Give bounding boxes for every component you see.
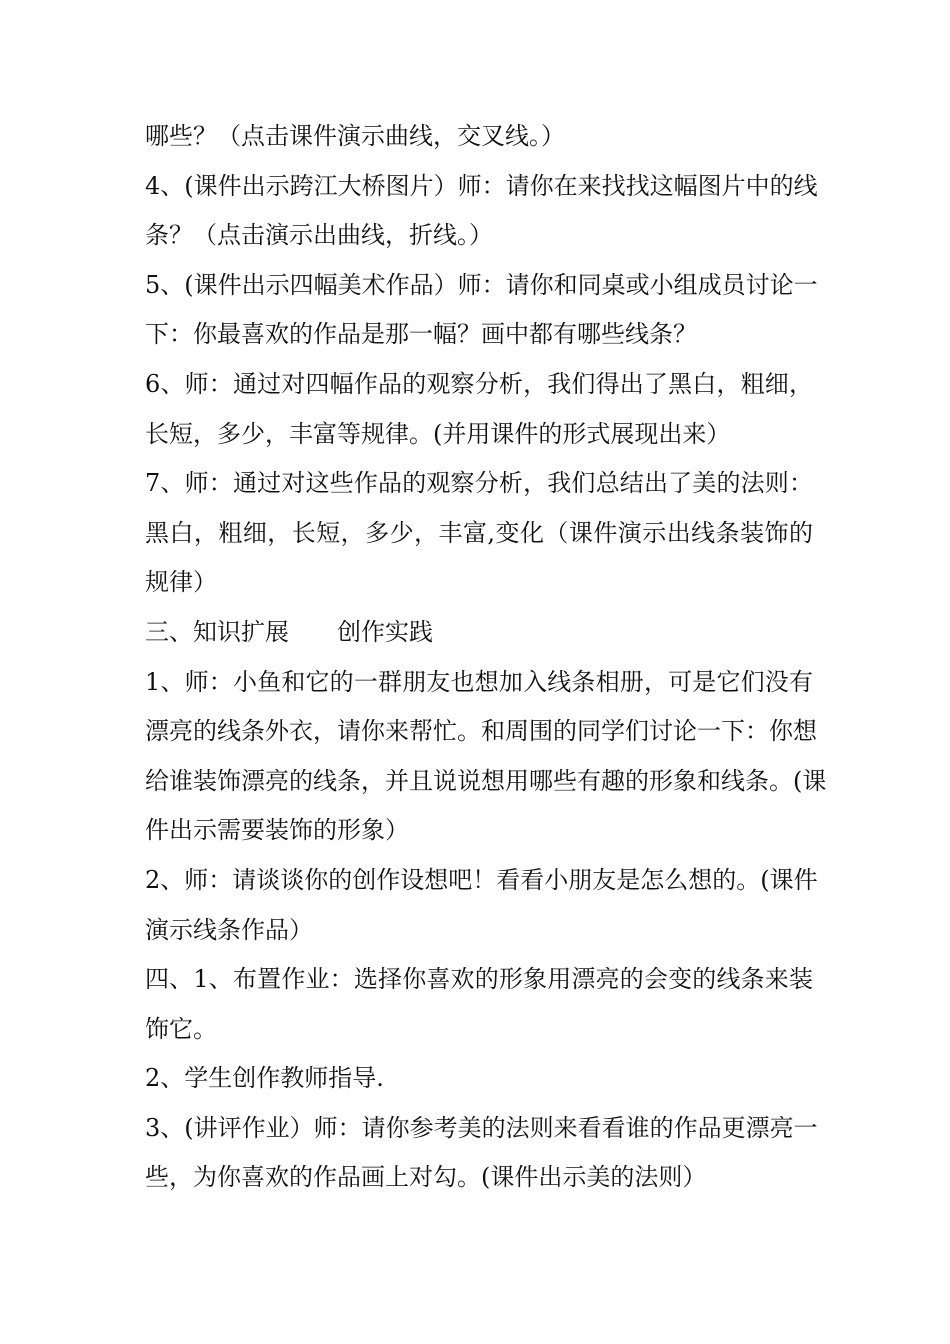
text-line: 件出示需要装饰的形象） xyxy=(145,816,409,845)
text-line: 演示线条作品） xyxy=(145,915,313,944)
text-line: 规律） xyxy=(145,568,217,597)
text-line: 7、师：通过对这些作品的观察分析，我们总结出了美的法则： xyxy=(145,469,813,498)
text-line: 1、师：小鱼和它的一群朋友也想加入线条相册，可是它们没有 xyxy=(145,667,813,696)
text-line: 饰它。 xyxy=(145,1014,217,1043)
text-line: 些，为你喜欢的作品画上对勾。(课件出示美的法则） xyxy=(145,1163,707,1192)
text-line: 四、1、布置作业：选择你喜欢的形象用漂亮的会变的线条来装 xyxy=(145,965,813,994)
text-line: 长短，多少，丰富等规律。(并用课件的形式展现出来） xyxy=(145,419,731,448)
text-line: 漂亮的线条外衣，请你来帮忙。和周围的同学们讨论一下：你想 xyxy=(145,717,817,746)
text-line: 下：你最喜欢的作品是那一幅？画中都有哪些线条？ xyxy=(145,320,697,349)
document-body xyxy=(145,112,827,1203)
text-line: 条？（点击演示出曲线，折线。） xyxy=(145,221,493,250)
text-line: 哪些？（点击课件演示曲线，交叉线。） xyxy=(145,122,565,150)
text-line: 6、师：通过对四幅作品的观察分析，我们得出了黑白，粗细， xyxy=(145,369,813,398)
text-line: 3、(讲评作业）师：请你参考美的法则来看看谁的作品更漂亮一 xyxy=(145,1113,818,1142)
text-line: 黑白，粗细，长短，多少，丰富,变化（课件演示出线条装饰的 xyxy=(145,518,813,547)
text-line: 5、(课件出示四幅美术作品）师：请你和同桌或小组成员讨论一 xyxy=(145,270,818,299)
text-line: 4、(课件出示跨江大桥图片）师：请你在来找找这幅图片中的线 xyxy=(145,171,818,200)
section-heading: 三、知识扩展 创作实践 xyxy=(145,617,433,646)
text-line: 2、师：请谈谈你的创作设想吧！看看小朋友是怎么想的。(课件 xyxy=(145,865,818,894)
text-line: 给谁装饰漂亮的线条，并且说说想用哪些有趣的形象和线条。(课 xyxy=(145,766,827,795)
text-line: 2、学生创作教师指导. xyxy=(145,1064,384,1093)
